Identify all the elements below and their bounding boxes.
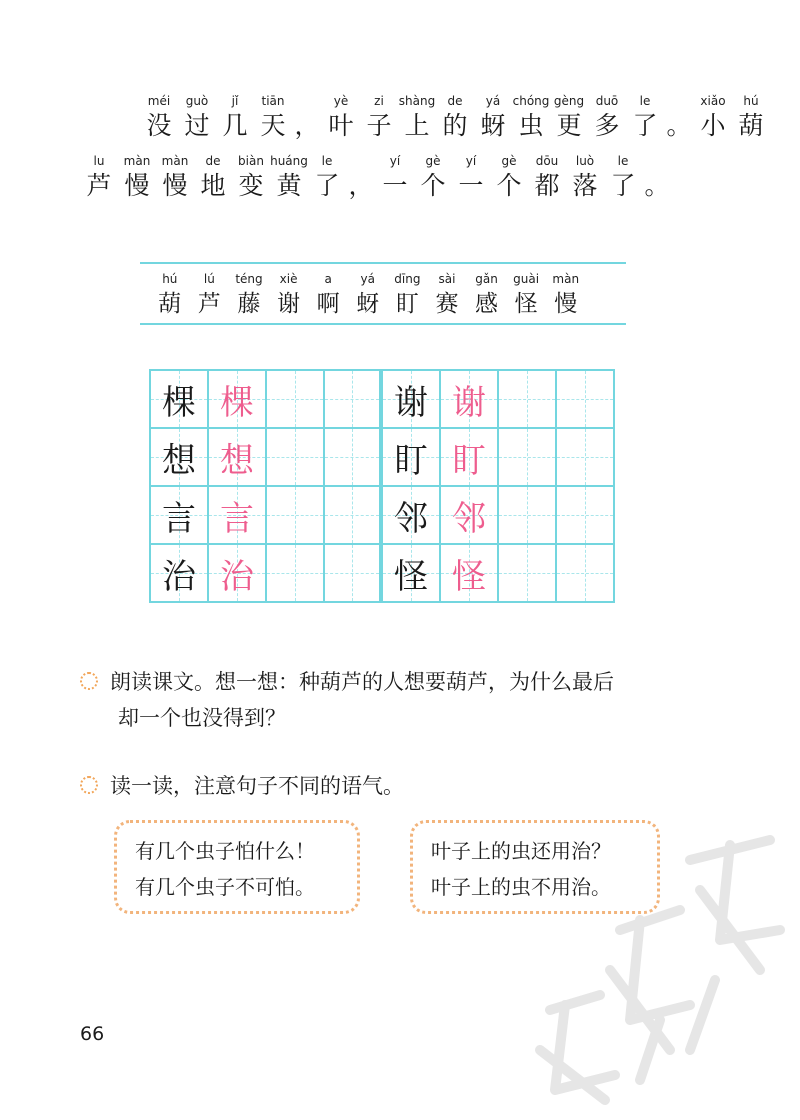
hanzi: 子 (366, 111, 392, 140)
hanzi: 赛 (435, 291, 459, 317)
empty-writing-cell (556, 486, 614, 544)
pinyin: sài (438, 272, 456, 286)
hanzi: 蚜 (480, 111, 506, 140)
hanzi: 。 (666, 111, 692, 140)
trace-char: 想 (220, 440, 254, 481)
punctuation (292, 92, 322, 142)
hanzi: 落 (572, 171, 598, 200)
ruby-char (414, 152, 452, 202)
model-char: 棵 (162, 382, 196, 423)
hanzi: 了 (632, 111, 658, 140)
pinyin: dōu (535, 154, 559, 168)
page-number: 66 (80, 1023, 105, 1045)
ruby-char (427, 270, 467, 320)
trace-char: 怪 (452, 556, 486, 597)
model-char: 治 (162, 556, 196, 597)
pinyin: guò (185, 94, 209, 108)
pinyin: a (324, 272, 332, 286)
trace-char-cell (208, 370, 266, 428)
ruby-char (528, 152, 566, 202)
passage-line-2 (80, 152, 672, 202)
pinyin: gǎn (475, 272, 498, 286)
hanzi: 虫 (518, 111, 544, 140)
empty-writing-cell (266, 544, 324, 602)
hanzi: 天 (260, 111, 286, 140)
hanzi: 了 (610, 171, 636, 200)
ruby-char (512, 92, 550, 142)
pinyin: màn (161, 154, 189, 168)
pinyin: dīng (394, 272, 421, 286)
trace-char-cell (440, 486, 498, 544)
hanzi: 。 (644, 171, 670, 200)
model-char: 言 (162, 498, 196, 539)
trace-char-cell (208, 544, 266, 602)
question-2 (80, 768, 404, 804)
hanzi: 个 (496, 171, 522, 200)
model-char: 邻 (394, 498, 428, 539)
pinyin: yá (360, 272, 375, 286)
pinyin: le (639, 94, 651, 108)
hanzi: 怪 (514, 291, 538, 317)
pinyin: zi (374, 94, 384, 108)
hanzi: 多 (594, 111, 620, 140)
ruby-char (216, 92, 254, 142)
hanzi: 谢 (277, 291, 301, 317)
empty-writing-cell (498, 486, 556, 544)
trace-char: 谢 (452, 382, 486, 423)
ruby-char (604, 152, 642, 202)
hanzi: 更 (556, 111, 582, 140)
trace-char: 盯 (452, 440, 486, 481)
ruby-char (254, 92, 292, 142)
ruby-char (232, 152, 270, 202)
model-char-cell (382, 486, 440, 544)
hanzi: 黄 (276, 171, 302, 200)
pinyin: duō (595, 94, 619, 108)
vocab-bottom-rule (140, 323, 626, 325)
hanzi: 地 (200, 171, 226, 200)
ruby-char (348, 270, 388, 320)
pinyin: de (205, 154, 221, 168)
hanzi: 一 (382, 171, 408, 200)
model-char-cell (150, 370, 208, 428)
ruby-char (506, 270, 546, 320)
ruby-char (546, 270, 586, 320)
pinyin: tiān (261, 94, 285, 108)
model-char-cell (150, 544, 208, 602)
ruby-char (308, 270, 348, 320)
hanzi: 芦 (197, 291, 221, 317)
hanzi: ， (294, 111, 320, 140)
trace-char-cell (208, 486, 266, 544)
empty-writing-cell (556, 428, 614, 486)
ruby-char (566, 152, 604, 202)
empty-writing-cell (556, 370, 614, 428)
model-char-cell (150, 486, 208, 544)
empty-writing-cell (498, 544, 556, 602)
ruby-char (178, 92, 216, 142)
pinyin: jǐ (231, 94, 239, 108)
empty-writing-cell (266, 370, 324, 428)
hanzi: 几 (222, 111, 248, 140)
example-box-left (114, 820, 360, 914)
model-char: 谢 (394, 382, 428, 423)
trace-char: 言 (220, 498, 254, 539)
ruby-char (270, 152, 308, 202)
pinyin: luò (575, 154, 595, 168)
ruby-char (474, 92, 512, 142)
model-char: 盯 (394, 440, 428, 481)
hanzi: 没 (146, 111, 172, 140)
trace-char: 棵 (220, 382, 254, 423)
example-right-line-1: 叶子上的虫还用治？ (431, 839, 611, 863)
hanzi: 小 (700, 111, 726, 140)
writing-grid (149, 369, 615, 603)
hanzi: 的 (442, 111, 468, 140)
ruby-char (229, 270, 269, 320)
ruby-char (118, 152, 156, 202)
ruby-char (194, 152, 232, 202)
empty-writing-cell (266, 486, 324, 544)
model-char: 想 (162, 440, 196, 481)
hanzi: 慢 (554, 291, 578, 317)
ruby-char (308, 152, 346, 202)
pinyin: chóng (512, 94, 550, 108)
ruby-char (322, 92, 360, 142)
pinyin: guài (513, 272, 540, 286)
hanzi: 盯 (395, 291, 419, 317)
example-left-line-1: 有几个虫子怕什么！ (135, 839, 315, 863)
question-1 (80, 664, 614, 736)
hanzi: 葫 (738, 111, 764, 140)
ruby-char (694, 92, 732, 142)
hanzi: 变 (238, 171, 264, 200)
trace-char-cell (208, 428, 266, 486)
ruby-char (376, 152, 414, 202)
hanzi: 都 (534, 171, 560, 200)
hanzi: 了 (314, 171, 340, 200)
vocab-list (150, 270, 586, 320)
model-char-cell (382, 428, 440, 486)
example-left-line-2: 有几个虫子不可怕。 (135, 875, 315, 899)
pinyin: hú (743, 94, 759, 108)
ruby-char (140, 92, 178, 142)
hanzi: 感 (475, 291, 499, 317)
pinyin: xiǎo (700, 94, 726, 108)
empty-writing-cell (324, 486, 382, 544)
hanzi: 蚜 (356, 291, 380, 317)
ruby-char (150, 270, 190, 320)
ruby-char (269, 270, 309, 320)
model-char-cell (150, 428, 208, 486)
pinyin: gè (501, 154, 517, 168)
pinyin: biàn (238, 154, 264, 168)
pinyin: le (321, 154, 333, 168)
ruby-char (588, 92, 626, 142)
ruby-char (490, 152, 528, 202)
pinyin: méi (147, 94, 171, 108)
vocab-top-rule (140, 262, 626, 264)
pinyin: yá (485, 94, 501, 108)
trace-char-cell (440, 370, 498, 428)
pinyin: shàng (398, 94, 436, 108)
pinyin: téng (235, 272, 263, 286)
hanzi: 葫 (158, 291, 182, 317)
ruby-char (550, 92, 588, 142)
circle-bullet-icon (80, 776, 98, 794)
model-char-cell (382, 370, 440, 428)
trace-char: 邻 (452, 498, 486, 539)
question-1-line-2: 却一个也没得到？ (118, 706, 286, 730)
ruby-char (452, 152, 490, 202)
empty-writing-cell (324, 428, 382, 486)
pinyin: lú (203, 272, 215, 286)
trace-char-cell (440, 428, 498, 486)
pinyin: màn (123, 154, 151, 168)
pinyin: hú (162, 272, 178, 286)
question-2-text: 读一读，注意句子不同的语气。 (110, 774, 404, 798)
pinyin: yè (333, 94, 349, 108)
hanzi: 藤 (237, 291, 261, 317)
punctuation (642, 152, 672, 202)
ruby-char (398, 92, 436, 142)
ruby-char (467, 270, 507, 320)
hanzi: 一 (458, 171, 484, 200)
hanzi: 芦 (86, 171, 112, 200)
empty-writing-cell (266, 428, 324, 486)
ruby-char (360, 92, 398, 142)
punctuation (346, 152, 376, 202)
pinyin: huáng (270, 154, 308, 168)
pinyin: màn (552, 272, 580, 286)
pinyin: gè (425, 154, 441, 168)
hanzi: 慢 (162, 171, 188, 200)
empty-writing-cell (324, 370, 382, 428)
circle-bullet-icon (80, 672, 98, 690)
model-char-cell (382, 544, 440, 602)
hanzi: 慢 (124, 171, 150, 200)
empty-writing-cell (556, 544, 614, 602)
passage-line-1 (140, 92, 770, 142)
trace-char: 治 (220, 556, 254, 597)
hanzi: 叶 (328, 111, 354, 140)
question-1-line-1: 朗读课文。想一想：种葫芦的人想要葫芦，为什么最后 (110, 670, 614, 694)
ruby-char (190, 270, 230, 320)
pinyin: lu (93, 154, 105, 168)
ruby-char (626, 92, 664, 142)
empty-writing-cell (498, 370, 556, 428)
example-right-line-2: 叶子上的虫不用治。 (431, 875, 611, 899)
hanzi: 过 (184, 111, 210, 140)
ruby-char (80, 152, 118, 202)
pinyin: xiè (279, 272, 298, 286)
pinyin: yí (389, 154, 401, 168)
hanzi: 上 (404, 111, 430, 140)
model-char: 怪 (394, 556, 428, 597)
punctuation (664, 92, 694, 142)
pinyin: le (617, 154, 629, 168)
ruby-char (156, 152, 194, 202)
pinyin: gèng (553, 94, 585, 108)
pinyin: yí (465, 154, 477, 168)
ruby-char (388, 270, 428, 320)
ruby-char (732, 92, 770, 142)
hanzi: ， (348, 171, 374, 200)
hanzi: 个 (420, 171, 446, 200)
pinyin: de (447, 94, 463, 108)
ruby-char (436, 92, 474, 142)
empty-writing-cell (498, 428, 556, 486)
hanzi: 啊 (316, 291, 340, 317)
trace-char-cell (440, 544, 498, 602)
watermark-icon (520, 820, 790, 1110)
empty-writing-cell (324, 544, 382, 602)
